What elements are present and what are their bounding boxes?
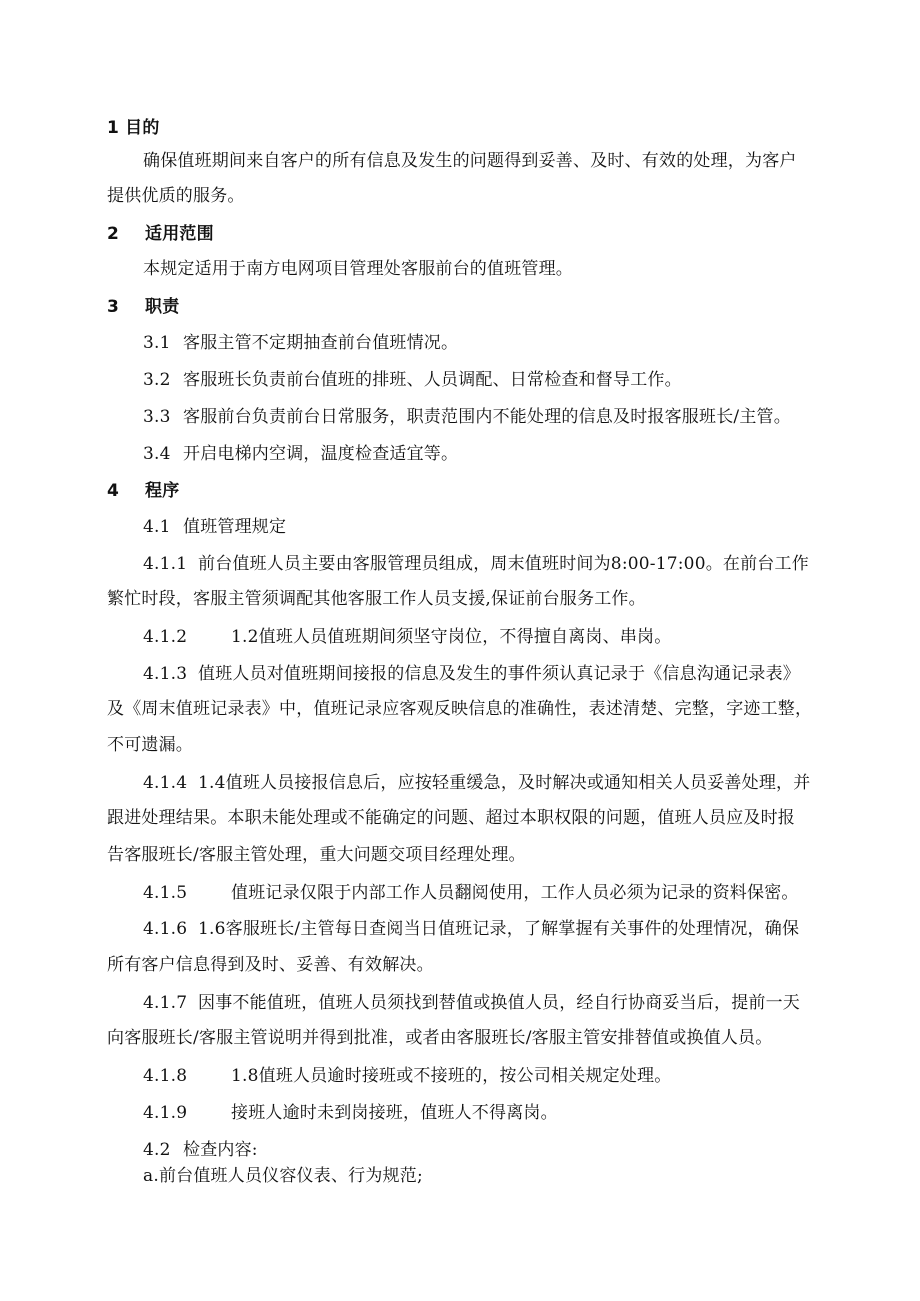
section-2-heading [107,223,214,245]
paragraph-line: 跟进处理结果。本职未能处理或不能确定的问题、超过本职权限的问题，值班人员应及时报 [107,808,795,828]
section-title: 职责 [145,297,180,317]
section-title: 目的 [125,118,160,138]
clause-number: 3.4 [143,444,171,464]
clause-number: 4.1.8 [143,1066,188,1086]
paragraph-line: 向客服班长/客服主管说明并得到批准，或者由客服班长/客服主管安排替值或换值人员。 [107,1028,773,1048]
section-1-heading [107,117,160,139]
section-number: 4 [107,481,120,501]
section-number: 2 [107,224,120,244]
clause-number: 4.1.1 [143,554,188,574]
clause-text: 检查内容: [183,1140,258,1160]
clause-text: 客服前台负责前台日常服务，职责范围内不能处理的信息及时报客服班长/主管。 [183,407,791,427]
clause-3-2 [143,369,682,391]
clause-3-1 [143,332,458,354]
clause-text: 值班记录仅限于内部工作人员翻阅使用，工作人员必须为记录的资料保密。 [231,883,799,903]
section-title: 适用范围 [145,224,214,244]
clause-4-1-8 [143,1065,671,1087]
clause-4-1-1 [143,553,809,575]
clause-4-1-2 [143,626,671,648]
clause-number: 4.1.5 [143,883,188,903]
clause-4-1-6 [143,918,799,940]
section-number: 1 [107,118,120,138]
clause-number: 4.2 [143,1140,171,1160]
paragraph-line: 确保值班期间来自客户的所有信息及发生的问题得到妥善、及时、有效的处理，为客户 [143,151,797,171]
paragraph-line: 繁忙时段，客服主管须调配其他客服工作人员支援,保证前台服务工作。 [107,589,646,609]
section-4-heading [107,480,179,502]
clause-4-1-4 [143,772,810,794]
section-title: 程序 [145,481,180,501]
clause-text: 值班管理规定 [183,517,287,537]
clause-text: 因事不能值班，值班人员须找到替值或换值人员，经自行协商妥当后，提前一天 [198,993,800,1013]
clause-text: 开启电梯内空调，温度检查适宜等。 [183,444,459,464]
clause-3-4 [143,443,458,465]
section-number: 3 [107,297,120,317]
clause-number: 4.1 [143,517,171,537]
clause-number: 3.1 [143,333,171,353]
list-item-a: a.前台值班人员仪容仪表、行为规范; [143,1166,423,1186]
clause-text: 1.8值班人员逾时接班或不接班的，按公司相关规定处理。 [231,1066,672,1086]
clause-text: 前台值班人员主要由客服管理员组成，周末值班时间为8:00-17:00。在前台工作 [198,554,809,574]
paragraph-line: 不可遗漏。 [107,735,193,755]
clause-number: 4.1.3 [143,664,188,684]
clause-number: 4.1.7 [143,993,188,1013]
clause-text: 1.4值班人员接报信息后，应按轻重缓急，及时解决或通知相关人员妥善处理，并 [198,773,811,793]
clause-number: 4.1.4 [143,773,188,793]
paragraph-line: 所有客户信息得到及时、妥善、有效解决。 [107,955,434,975]
clause-text: 客服主管不定期抽查前台值班情况。 [183,333,459,353]
paragraph-line: 本规定适用于南方电网项目管理处客服前台的值班管理。 [143,259,573,279]
clause-text: 客服班长负责前台值班的排班、人员调配、日常检查和督导工作。 [183,370,682,390]
clause-3-3 [143,406,791,428]
clause-4-1-9 [143,1102,558,1124]
section-3-heading [107,296,179,318]
clause-number: 4.1.2 [143,627,188,647]
clause-number: 3.3 [143,407,171,427]
clause-text: 1.2值班人员值班期间须坚守岗位，不得擅自离岗、串岗。 [231,627,672,647]
paragraph-line: 告客服班长/客服主管处理，重大问题交项目经理处理。 [107,845,526,865]
clause-4-1-5 [143,882,799,904]
paragraph-line: 提供优质的服务。 [107,186,245,206]
clause-4-1-7 [143,992,800,1014]
clause-4-1 [143,516,286,538]
paragraph-line: 及《周末值班记录表》中，值班记录应客观反映信息的准确性，表述清楚、完整，字迹工整， [107,699,813,719]
clause-text: 接班人逾时未到岗接班，值班人不得离岗。 [231,1103,558,1123]
clause-number: 3.2 [143,370,171,390]
clause-text: 值班人员对值班期间接报的信息及发生的事件须认真记录于《信息沟通记录表》 [198,664,800,684]
clause-number: 4.1.9 [143,1103,188,1123]
clause-text: 1.6客服班长/主管每日查阅当日值班记录，了解掌握有关事件的处理情况，确保 [198,919,800,939]
clause-4-2 [143,1139,258,1161]
clause-number: 4.1.6 [143,919,188,939]
clause-4-1-3 [143,663,800,685]
